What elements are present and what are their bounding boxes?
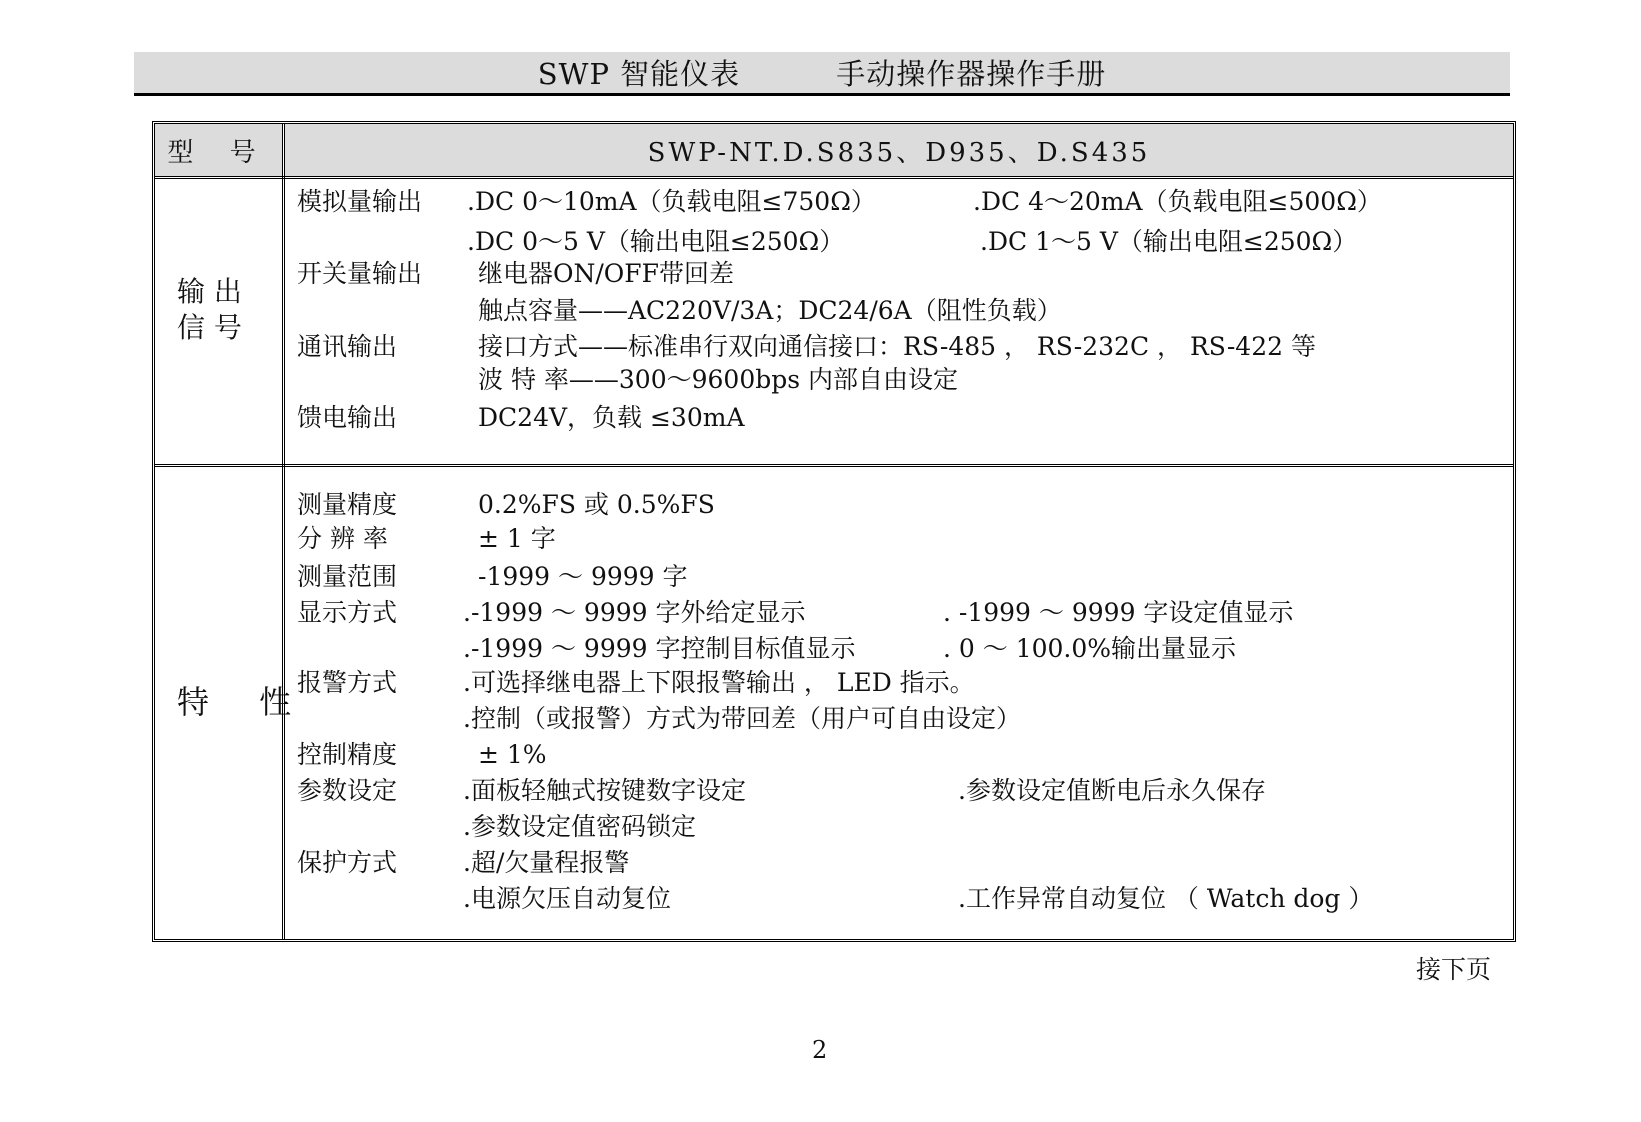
page-header xyxy=(134,52,1510,96)
output-section-label-2: 信 号 xyxy=(177,311,242,344)
row-value: ± 1 字 xyxy=(478,524,556,553)
feature-section-label: 特 性 xyxy=(177,683,312,721)
row-value-2: . -1999 ～ 9999 字设定值显示 xyxy=(943,598,1294,627)
row-value: .DC 0～5 V（输出电阻≤250Ω） xyxy=(467,227,845,256)
row-value: .DC 0～10mA（负载电阻≤750Ω） xyxy=(467,187,876,216)
row-value: .超/欠量程报警 xyxy=(463,848,630,877)
row-name-measure-accuracy: 测量精度 xyxy=(297,490,398,519)
row-name-switch-output: 开关量输出 xyxy=(297,259,423,288)
page-number: 2 xyxy=(812,1036,828,1064)
row-value: .-1999 ～ 9999 字外给定显示 xyxy=(463,598,806,627)
spec-table xyxy=(152,121,1516,942)
row-name-alarm-mode: 报警方式 xyxy=(297,668,398,697)
model-value-cell xyxy=(285,124,1513,176)
row-value: .面板轻触式按键数字设定 xyxy=(463,776,746,805)
model-label: 型 号 xyxy=(167,137,270,168)
row-value: DC24V，负载 ≤30mA xyxy=(478,403,745,432)
row-value: .可选择继电器上下限报警输出 ， LED 指示。 xyxy=(463,668,975,697)
row-value: -1999 ～ 9999 字 xyxy=(478,562,688,591)
row-value: 接口方式——标准串行双向通信接口：RS-485 ， RS-232C ， RS-422 等 xyxy=(478,332,1316,361)
row-value: 0.2%FS 或 0.5%FS xyxy=(478,490,715,519)
row-value: .参数设定值密码锁定 xyxy=(463,812,696,841)
row-value: .-1999 ～ 9999 字控制目标值显示 xyxy=(463,634,856,663)
row-separator xyxy=(155,176,1513,179)
row-name-comm-output: 通讯输出 xyxy=(297,332,398,361)
row-name-resolution: 分 辨 率 xyxy=(297,524,388,553)
header-left-title: SWP 智能仪表 xyxy=(537,57,741,91)
row-value-2: .DC 1～5 V（输出电阻≤250Ω） xyxy=(980,227,1358,256)
row-separator xyxy=(155,464,1513,467)
output-section-label-1: 输 出 xyxy=(177,275,242,308)
row-name-analog-output: 模拟量输出 xyxy=(297,187,423,216)
row-name-param-setting: 参数设定 xyxy=(297,776,398,805)
continue-next-page: 接下页 xyxy=(1416,955,1492,984)
row-value: .电源欠压自动复位 xyxy=(463,884,671,913)
row-name-control-accuracy: 控制精度 xyxy=(297,740,398,769)
model-value: SWP-NT.D.S835、D935、D.S435 xyxy=(647,137,1151,168)
row-value: 继电器ON/OFF带回差 xyxy=(478,259,734,288)
row-name-display-mode: 显示方式 xyxy=(297,598,398,627)
row-value: ± 1% xyxy=(478,740,547,769)
row-value-2: .参数设定值断电后永久保存 xyxy=(958,776,1266,805)
row-name-measure-range: 测量范围 xyxy=(297,562,398,591)
row-value-2: .DC 4～20mA（负载电阻≤500Ω） xyxy=(973,187,1382,216)
row-value-2: .工作异常自动复位 （ Watch dog ） xyxy=(958,884,1374,913)
row-name-protection: 保护方式 xyxy=(297,848,398,877)
row-name-feed-output: 馈电输出 xyxy=(297,403,398,432)
row-value: 触点容量——AC220V/3A；DC24/6A（阻性负载） xyxy=(478,296,1062,325)
row-value: .控制（或报警）方式为带回差（用户可自由设定） xyxy=(463,704,1021,733)
row-value: 波 特 率——300～9600bps 内部自由设定 xyxy=(478,365,959,394)
row-value-2: . 0 ～ 100.0%输出量显示 xyxy=(943,634,1237,663)
column-separator xyxy=(282,124,285,939)
header-right-title: 手动操作器操作手册 xyxy=(836,57,1107,91)
model-label-cell xyxy=(155,124,282,176)
